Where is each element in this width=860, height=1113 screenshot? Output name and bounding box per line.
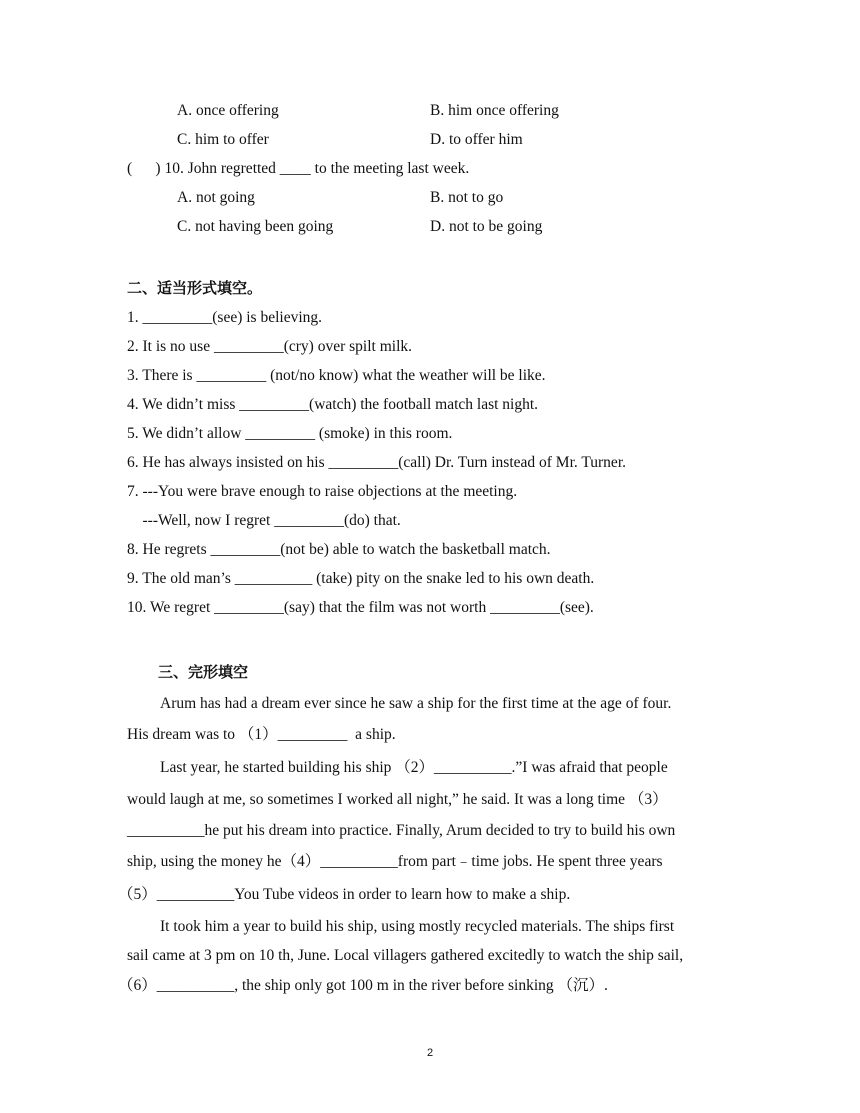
section2-item-7: 7. ---You were brave enough to raise objections at the meeting. <box>127 483 518 500</box>
section2-item-2: 2. It is no use _________(cry) over spilt milk. <box>127 338 412 355</box>
section2-item-7-reply: ---Well, now I regret _________(do) that. <box>127 512 401 529</box>
q9-option-d: D. to offer him <box>430 131 523 148</box>
cloze-line-8: It took him a year to build his ship, using mostly recycled materials. The ships first <box>160 918 675 935</box>
page-number: 2 <box>426 1047 434 1059</box>
section2-item-5: 5. We didn’t allow _________ (smoke) in this room. <box>127 425 453 442</box>
q10-stem: ( ) 10. John regretted ____ to the meeting last week. <box>127 160 470 177</box>
q10-option-b: B. not to go <box>430 189 504 206</box>
section2-item-8: 8. He regrets _________(not be) able to watch the basketball match. <box>127 541 551 558</box>
section2-item-10: 10. We regret _________(say) that the film was not worth _________(see). <box>127 599 594 616</box>
cloze-line-10: （6）__________, the ship only got 100 m in the river before sinking （沉）. <box>118 977 608 994</box>
cloze-line-2: His dream was to （1）_________ a ship. <box>127 726 396 743</box>
cloze-line-3: Last year, he started building his ship （2）__________.”I was afraid that people <box>160 759 668 776</box>
q9-option-c: C. him to offer <box>177 131 269 148</box>
section2-item-3: 3. There is _________ (not/no know) what the weather will be like. <box>127 367 546 384</box>
section2-item-1: 1. _________(see) is believing. <box>127 309 323 326</box>
q9-option-b: B. him once offering <box>430 102 559 119</box>
cloze-line-7: （5）__________You Tube videos in order to learn how to make a ship. <box>118 886 571 903</box>
section3-heading: 三、完形填空 <box>158 663 249 681</box>
cloze-line-6: ship, using the money he（4）__________from part﹣time jobs. He spent three years <box>127 853 663 870</box>
cloze-line-9: sail came at 3 pm on 10 th, June. Local villagers gathered excitedly to watch the ship sail, <box>127 947 684 964</box>
q10-option-d: D. not to be going <box>430 218 543 235</box>
q10-option-a: A. not going <box>177 189 255 206</box>
q10-option-c: C. not having been going <box>177 218 334 235</box>
section2-heading: 二、适当形式填空。 <box>127 279 263 297</box>
q9-option-a: A. once offering <box>177 102 279 119</box>
section2-item-9: 9. The old man’s __________ (take) pity on the snake led to his own death. <box>127 570 595 587</box>
cloze-line-1: Arum has had a dream ever since he saw a ship for the first time at the age of four. <box>160 695 672 712</box>
section2-item-4: 4. We didn’t miss _________(watch) the football match last night. <box>127 396 539 413</box>
section2-item-6: 6. He has always insisted on his _________(call) Dr. Turn instead of Mr. Turner. <box>127 454 626 471</box>
cloze-line-4: would laugh at me, so sometimes I worked all night,” he said. It was a long time （3） <box>127 791 668 808</box>
cloze-line-5: __________he put his dream into practice. Finally, Arum decided to try to build his own <box>127 822 676 839</box>
